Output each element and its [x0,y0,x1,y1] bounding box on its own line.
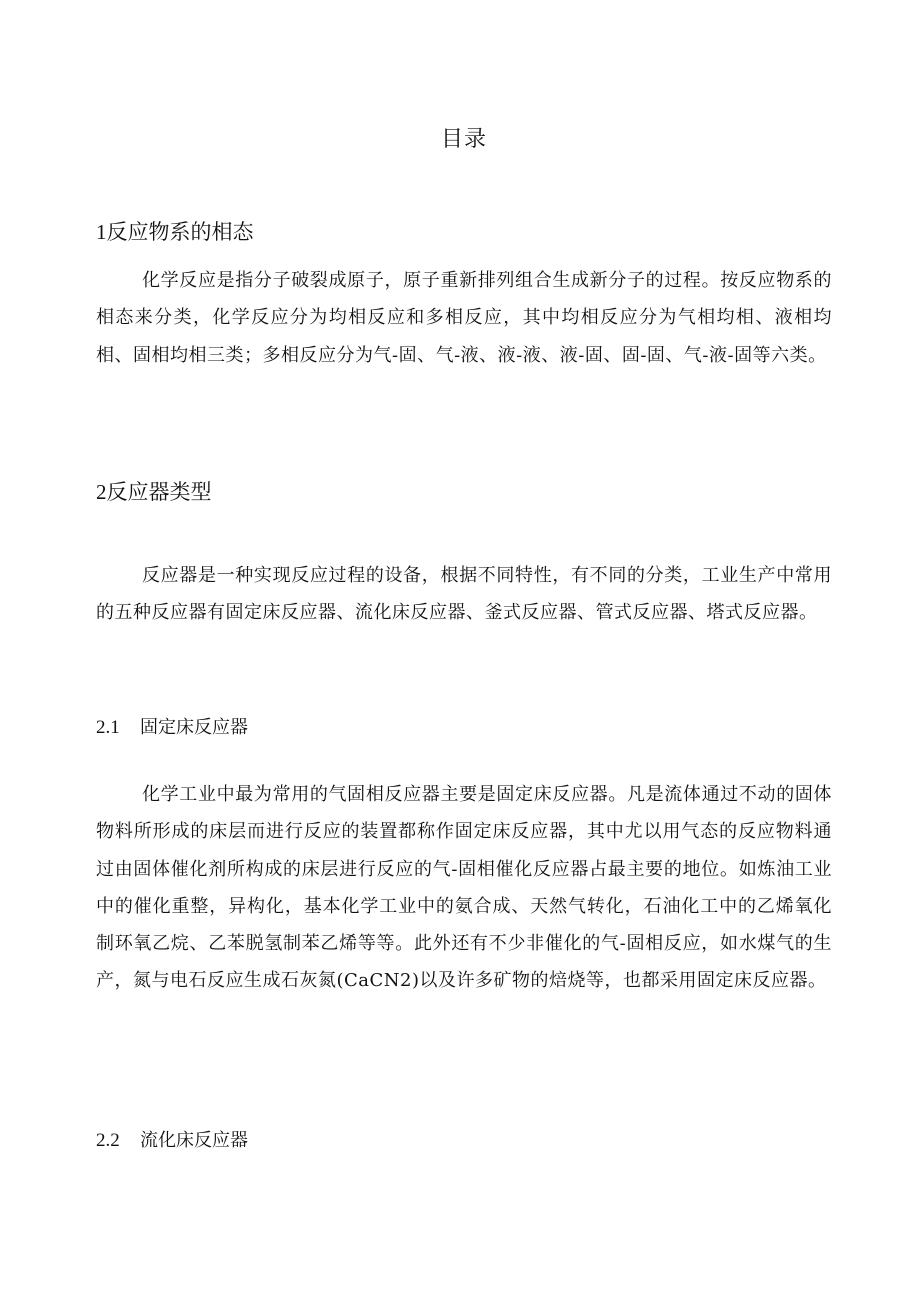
section-2-title: 反应器类型 [106,480,212,504]
subsection-2-2-number: 2.2 [96,1130,120,1151]
page-title: 目录 [440,127,487,152]
subsection-2-1-title: 固定床反应器 [140,717,248,738]
section-1-heading [96,216,254,246]
section-2-number: 2 [96,480,107,504]
subsection-2-2-heading [96,1126,248,1152]
subsection-2-2-title: 流化床反应器 [140,1130,248,1151]
section-1-title: 反应物系的相态 [106,220,254,244]
subsection-2-1-number: 2.1 [96,717,120,738]
section-1-number: 1 [96,220,107,244]
section-1-paragraph: 化学反应是指分子破裂成原子，原子重新排列组合生成新分子的过程。按反应物系的相态来分类，化学反应分为均相反应和多相反应，其中均相反应分为气相均相、液相均相、固相均相三类；多相反应分为气-固、气-液、液-液、液-固、固-固、气-液-固等六类。 [96,270,832,366]
subsection-2-1-paragraph: 化学工业中最为常用的气固相反应器主要是固定床反应器。凡是流体通过不动的固体物料所形成的床层而进行反应的装置都称作固定床反应器，其中尤以用气态的反应物料通过由固体催化剂所构成的床层进行反应的气-固相催化反应器占最主要的地位。如炼油工业中的催化重整，异构化，基本化学工业中的氨合成、天然气转化，石油化工中的乙烯氧化制环氧乙烷、乙苯脱氢制苯乙烯等等。此外还有不少非催化的气-固相反应，如水煤气的生产，氮与电石反应生成石灰氮(CaCN2)以及许多矿物的焙烧等，也都采用固定床反应器。 [96,784,832,992]
section-2-heading [96,476,212,506]
section-2-paragraph: 反应器是一种实现反应过程的设备，根据不同特性，有不同的分类，工业生产中常用的五种反应器有固定床反应器、流化床反应器、釜式反应器、管式反应器、塔式反应器。 [96,565,832,624]
subsection-2-1-heading [96,713,248,739]
